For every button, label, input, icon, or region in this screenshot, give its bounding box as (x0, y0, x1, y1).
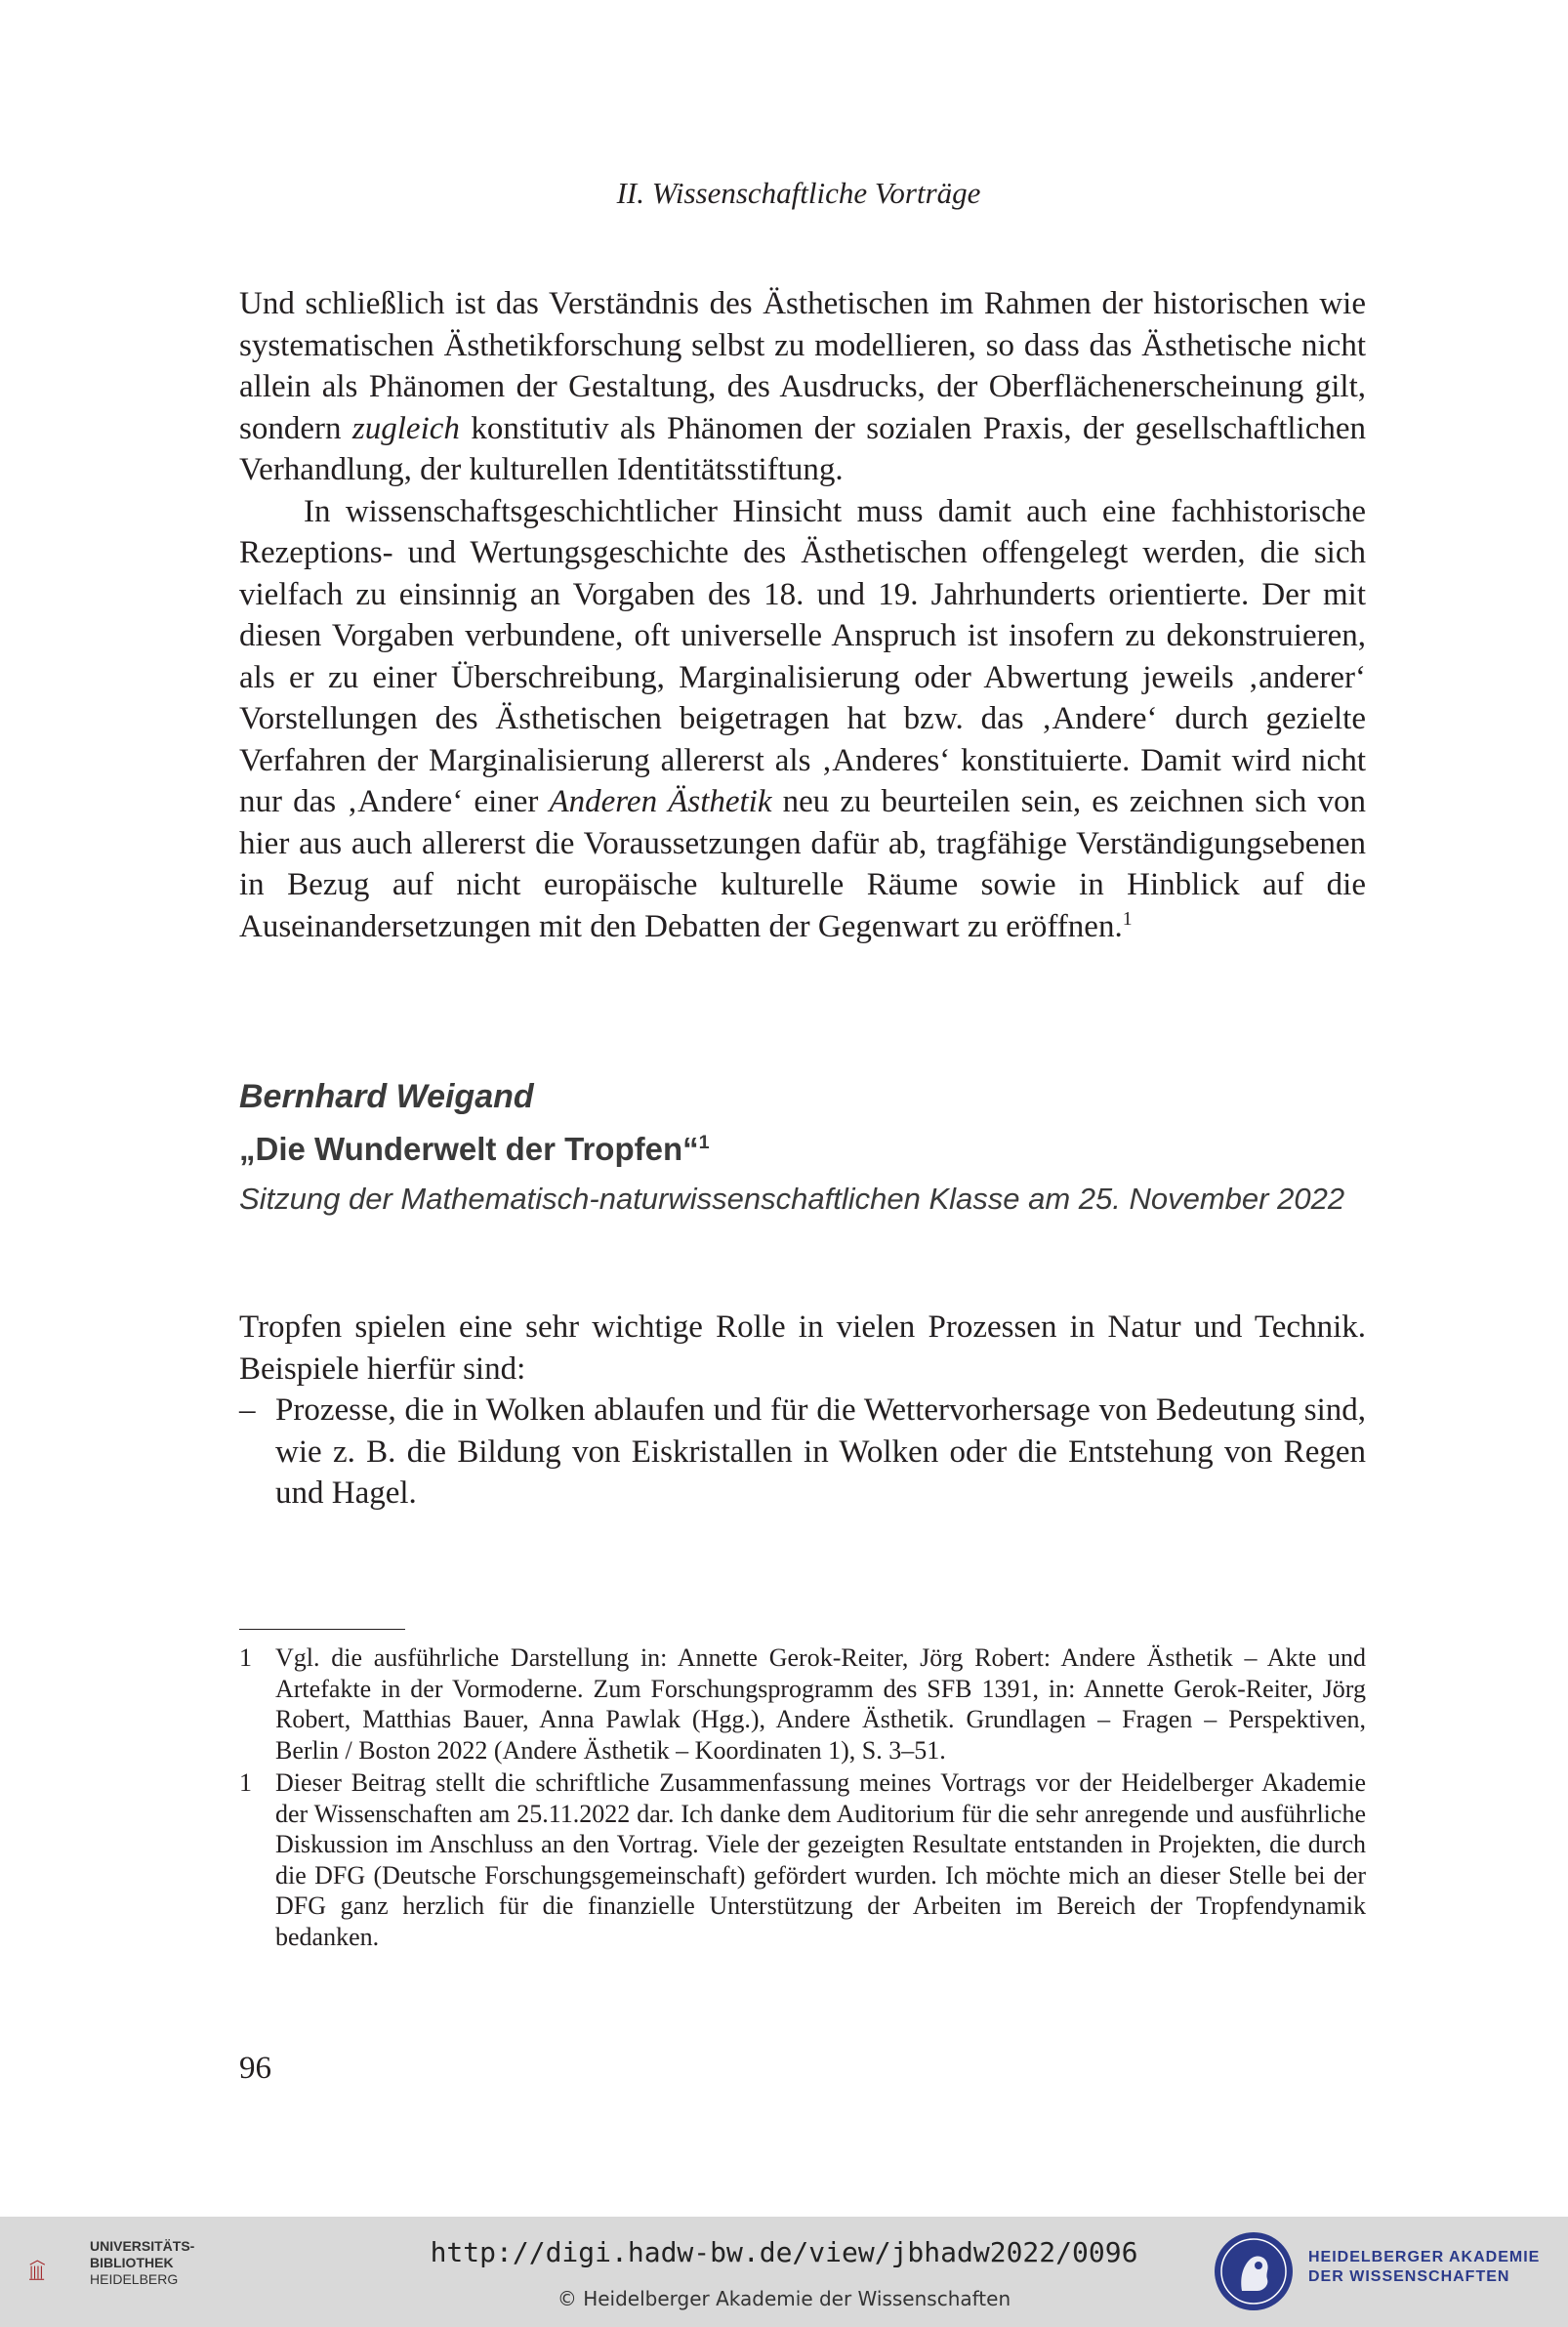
footnotes (239, 1642, 1366, 1952)
footer-bar (0, 2217, 1568, 2327)
footnote-ref[interactable]: 1 (698, 1132, 710, 1154)
section-text-block (239, 1307, 1366, 1515)
page-number: 96 (239, 2051, 271, 2086)
list-dash: – (239, 1392, 256, 1428)
footnote-divider (239, 1629, 405, 1630)
section-title: „Die Wunderwelt der Tropfen“$^1$ (239, 1131, 710, 1167)
list-item-text: Prozesse, die in Wolken ablaufen und für die Wettervorhersage von Bedeutung sind, wie z. B. die Bildung von Eiskristallen in Wolken oder die Entstehung von Regen und Hagel. (275, 1392, 1366, 1511)
footnote-text: Vgl. die ausführliche Darstellung in: Annette Gerok-Reiter, Jörg Robert: Andere Ästhetik – Akte und Artefakte in der Vormoderne. Zum Forschungsprogramm des SFB 1391, in: Annette Gerok-Reiter, Jörg Robert, Matthias Bauer, Anna Pawlak (Hgg.), Andere Ästhetik. Grundlagen – Fragen – Perspektiven, Berlin / Boston 2022 (Andere Ästhetik – Koordinaten 1), S. 3–51. (275, 1643, 1366, 1765)
main-text-block (239, 283, 1366, 951)
footnote-number: 1 (239, 1643, 252, 1672)
section-author: Bernhard Weigand (239, 1078, 534, 1115)
academy-name: HEIDELBERGER AKADEMIE DER WISSENSCHAFTEN (1308, 2249, 1541, 2285)
footnote (239, 1642, 1366, 1766)
footnote-ref[interactable]: 1 (1122, 907, 1133, 930)
list-item (239, 1390, 1366, 1515)
footnote (239, 1767, 1366, 1952)
ub-heidelberg-text: UNIVERSITÄTS- BIBLIOTHEK HEIDELBERG (90, 2238, 195, 2287)
running-head: II. Wissenschaftliche Vorträge (616, 176, 981, 210)
emphasis-andere-aesthetik: Anderen Ästhetik (549, 784, 772, 819)
section-session-info: Sitzung der Mathematisch-naturwissenschaftlichen Klasse am 25. November 2022 (239, 1182, 1345, 1216)
footnote-number: 1 (239, 1768, 252, 1797)
emphasis-zugleich: zugleich (351, 410, 460, 446)
copyright-notice: © Heidelberger Akademie der Wissenschaften (557, 2287, 1011, 2310)
paragraph-2: In wissenschaftsgeschichtlicher Hinsicht muss damit auch eine fachhistorische Rezeptions- und Wertungsgeschichte des Ästhetischen offengelegt werden, die sich vielfach zu einsinnig an Vorgaben des 18. und 19. Jahrhunderts orientierte. Der mit diesen Vorgaben verbundene, oft universelle Anspruch ist insofern zu dekonstruieren, als er zu einer Überschreibung, Marginalisierung oder Abwertung jeweils ‚anderer‘ Vorstellungen des Ästhetischen beigetragen hat bzw. das ‚Andere‘ durch gezielte Verfahren der Marginalisierung allererst als ‚Anderes‘ konstituierte. Damit wird nicht nur das ‚Andere‘ einer Anderen Ästhetik neu zu beurteilen sein, es zeichnen sich von hier aus auch allererst die Voraussetzungen dafür ab, tragfähige Verständigungsebenen in Bezug auf nicht europäische kulturelle Räume sowie in Hinblick auf die Auseinandersetzungen mit den Debatten der Gegenwart zu eröffnen.$^1$ (239, 493, 1366, 944)
permalink-url[interactable]: http://digi.hadw-bw.de/view/jbhadw2022/0096 (430, 2236, 1138, 2268)
footnote-text: Dieser Beitrag stellt die schriftliche Zusammenfassung meines Vortrags vor der Heidelberger Akademie der Wissenschaften am 25.11.2022 dar. Ich danke dem Auditorium für die sehr anregende und ausführliche Diskussion im Anschluss an den Vortrag. Viele der gezeigten Resultate entstanden in Projekten, die durch die DFG (Deutsche Forschungsgemeinschaft) gefördert wurden. Ich möchte mich an dieser Stelle bei der DFG ganz herzlich für die finanzielle Unterstützung der Arbeiten im Bereich der Tropfendynamik bedanken. (275, 1768, 1366, 1951)
paragraph-1: Und schließlich ist das Verständnis des Ästhetischen im Rahmen der historischen wie systematischen Ästhetikforschung selbst zu modellieren, so dass das Ästhetische nicht allein als Phänomen der Gestaltung, des Ausdrucks, der Oberflächenerscheinung gilt, sondern zugleich konstitutiv als Phänomen der sozialen Praxis, der gesellschaftlichen Verhandlung, der kulturellen Identitätsstiftung. (239, 286, 1366, 487)
paragraph-3: Tropfen spielen eine sehr wichtige Rolle in vielen Prozessen in Natur und Technik. Beispiele hierfür sind: (239, 1309, 1366, 1387)
academy-seal-icon[interactable] (1213, 2230, 1295, 2312)
